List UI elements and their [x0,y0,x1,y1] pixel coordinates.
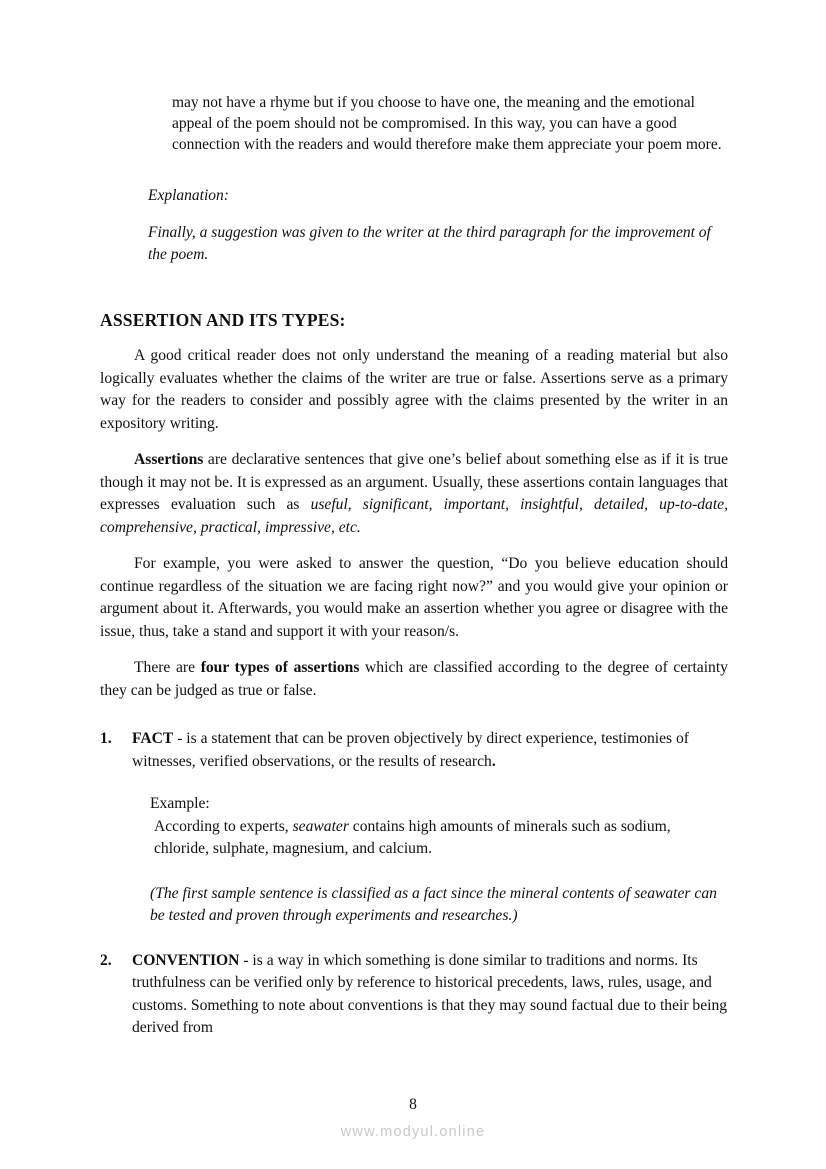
example-label: Example: [150,795,210,812]
four-types-phrase: four types of assertions [200,659,360,676]
type-term-convention: CONVENTION [132,951,240,969]
paragraph-2 [100,449,728,539]
section-heading: ASSERTION AND ITS TYPES: [100,310,346,330]
explanation-body: Finally, a suggestion was given to the writer at the third paragraph for the improvement of the poem. [148,224,711,263]
list-item-number: 2. [100,951,112,969]
paragraph-4 [100,657,728,702]
example-sentence-pre: According to experts, [154,817,293,835]
list-item-text [132,728,728,773]
watermark: www.modyul.online [340,1124,486,1140]
paragraph-3: For example, you were asked to answer the question, “Do you believe education should continue regardless of the situation we are facing right now?” and you would give your opinion or argument about it. Afterwards, you would make an assertion whether you agree or disagree with the issue, thus, take a stand and support it with your reason/s. [100,555,728,640]
list-item-text [132,950,728,1040]
assertions-term: Assertions [134,451,204,468]
example-sentence-italic: seawater [292,817,349,835]
paragraph-1: A good critical reader does not only understand the meaning of a reading material but also logically evaluates whether the claims of the writer are true or false. Assertions serve as a primary way for the readers to consider and possibly agree with the claims presented by the writer in an expository writing. [100,347,728,432]
page-content [100,92,728,1040]
example-sentence-post: contains high amounts of minerals such as sodium, chloride, sulphate, magnesium, and calcium. [154,817,671,857]
type-term-fact: FACT [132,730,174,747]
paragraph-4-pre: There are [134,659,201,676]
paragraph-4-post: which are classified according to the degree of certainty they can be judged as true or false. [100,659,728,699]
evaluation-words-list: useful, significant, important, insightful, detailed, up-to-date, comprehensive, practical, impressive, etc. [100,496,729,536]
type-definition-fact: - is a statement that can be proven objectively by direct experience, testimonies of witnesses, verified observations, or the results of research [132,730,690,770]
paragraph-2-rest: are declarative sentences that give one’s belief about something else as if it is true though it may not be. It is expressed as an argument. Usually, these assertions contain languages that expresses evaluation such as [100,451,728,513]
list-item [100,728,728,928]
page-number: 8 [409,1096,417,1113]
explanation-label: Explanation: [148,187,229,204]
continued-paragraph-block [172,92,728,155]
example-sentence [154,816,726,861]
example-note: (The first sample sentence is classified as a fact since the mineral contents of seawater can be tested and proven through experiments and researches.) [150,884,717,924]
assertion-types-list [100,728,728,1040]
list-item [100,950,728,1040]
type-definition-convention: - is a way in which something is done similar to traditions and norms. Its truthfulness can be verified only by reference to historical precedents, laws, rules, usage, and customs. Something to note about conventions is that they may sound factual due to their being derived from [132,951,728,1036]
list-item-number: 1. [100,730,112,747]
fact-example-block [150,793,728,928]
type-definition-fact-end: . [491,752,496,770]
continued-paragraph: may not have a rhyme but if you choose to have one, the meaning and the emotional appeal of the poem should not be compromised. In this way, you can have a good connection with the readers and would therefore make them appreciate your poem more. [172,94,722,153]
